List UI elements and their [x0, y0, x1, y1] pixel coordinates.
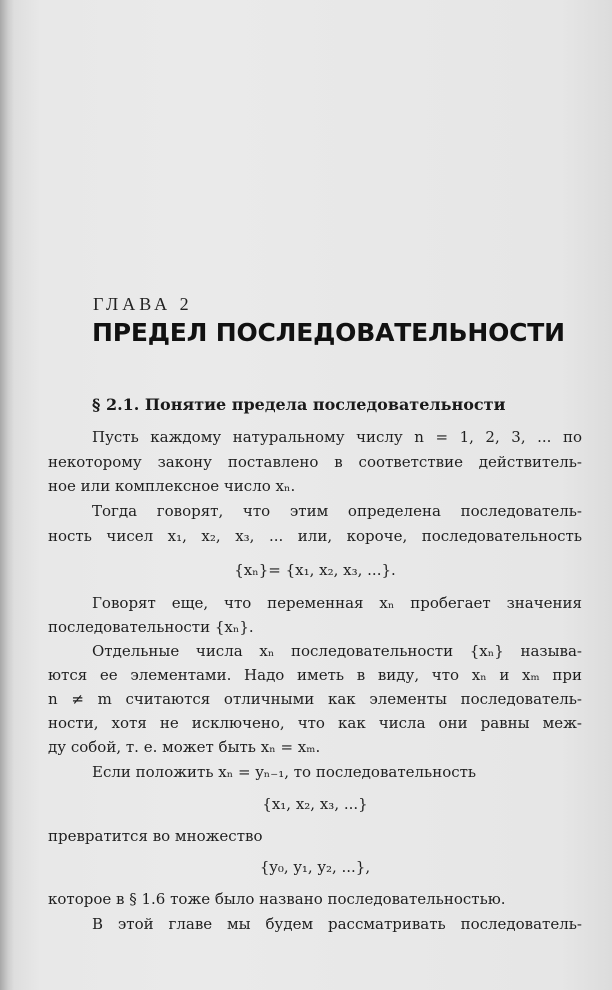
text-line: Тогда говорят, что этим определена последователь-: [92, 502, 582, 520]
formula-line: {y₀, y₁, y₂, ...},: [259, 858, 371, 876]
text-line: ности, хотя не исключено, что как числа они равны меж-: [48, 714, 582, 732]
text-line: последовательности {xₙ}.: [48, 618, 254, 636]
formula-line: {xₙ}= {x₁, x₂, x₃, ...}.: [234, 561, 396, 579]
text-line: Пусть каждому натуральному числу n = 1, 2, 3, ... по: [92, 428, 582, 446]
chapter-label: ГЛАВА 2: [93, 294, 193, 314]
section-title: § 2.1. Понятие предела последовательности: [92, 395, 506, 414]
text-line: ются ее элементами. Надо иметь в виду, что xₙ и xₘ при: [48, 666, 582, 684]
text-line: ность чисел x₁, x₂, x₃, ... или, короче, последовательность: [48, 527, 582, 545]
text-line: некоторому закону поставлено в соответствие действитель-: [48, 453, 582, 471]
text-line: В этой главе мы будем рассматривать последователь-: [92, 915, 582, 933]
text-line: Если положить xₙ = yₙ₋₁, то последовательность: [92, 763, 477, 781]
page-spine-shadow: [0, 0, 14, 990]
text-line: n ≠ m считаются отличными как элементы последователь-: [48, 690, 582, 708]
text-line: ду собой, т. е. может быть xₙ = xₘ.: [48, 738, 321, 756]
chapter-title: ПРЕДЕЛ ПОСЛЕДОВАТЕЛЬНОСТИ: [92, 318, 565, 347]
text-line: ное или комплексное число xₙ.: [48, 477, 296, 495]
text-line: которое в § 1.6 тоже было названо последовательностью.: [48, 890, 506, 908]
text-line: Отдельные числа xₙ последовательности {xₙ} называ-: [92, 642, 582, 660]
text-line: Говорят еще, что переменная xₙ пробегает значения: [92, 594, 582, 612]
formula-line: {x₁, x₂, x₃, ...}: [262, 795, 368, 813]
text-line: превратится во множество: [48, 827, 263, 845]
